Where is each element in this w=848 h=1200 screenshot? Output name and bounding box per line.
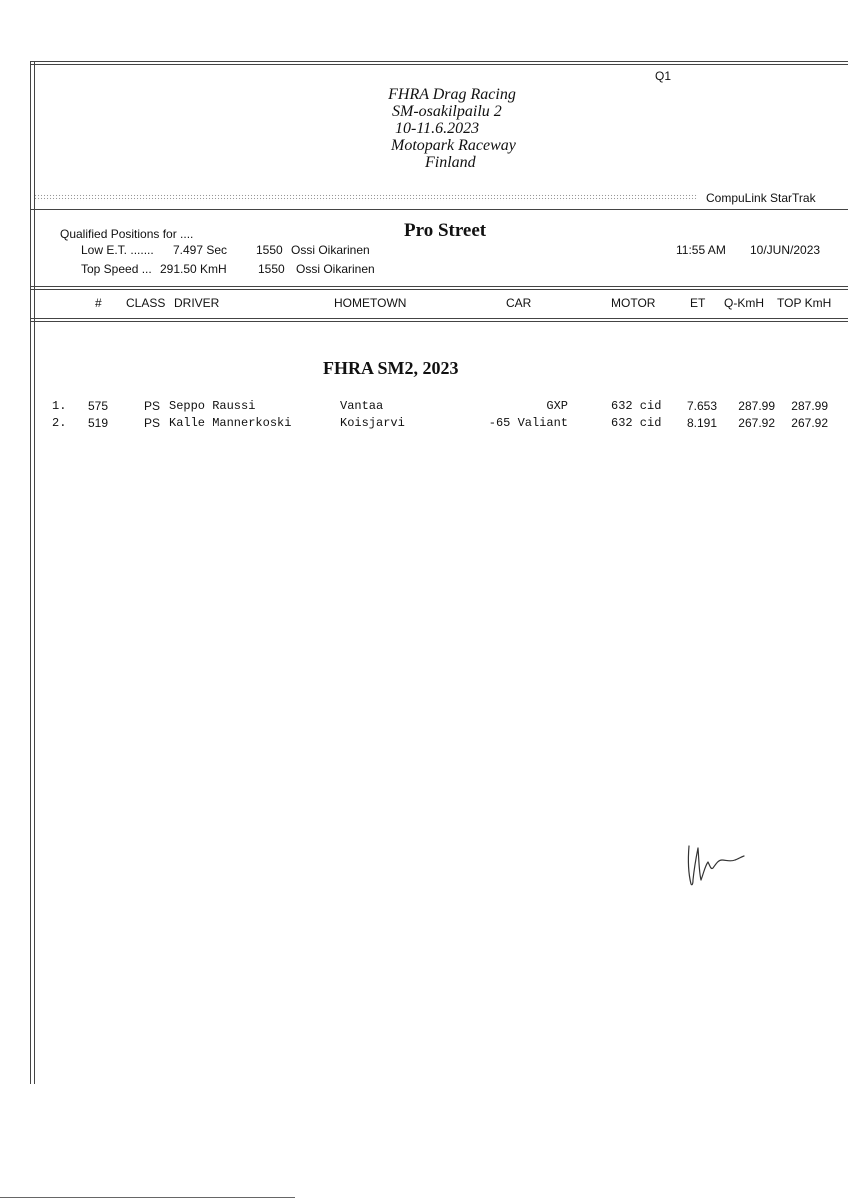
row-class: PS [144,416,161,430]
row-qkmh: 267.92 [738,416,775,430]
col-class: CLASS [126,296,166,310]
col-driver: DRIVER [174,296,220,310]
row-class: PS [144,399,161,413]
columns-top-divider [30,286,848,290]
frame-left-border [30,62,31,1084]
col-num: # [95,296,102,310]
event-country: Finland [425,154,476,171]
low-et-value: 7.497 Sec [173,243,228,257]
row-driver: Kalle Mannerkoski [169,416,292,430]
col-car: CAR [506,296,532,310]
event-title: FHRA Drag Racing [388,86,516,103]
low-et-label: Low E.T. ....... [81,243,154,257]
header-divider [30,209,848,210]
row-car: -65 Valiant [488,416,568,430]
event-venue: Motopark Raceway [391,137,516,154]
row-position: 1. [52,399,67,413]
row-driver: Seppo Raussi [169,399,256,413]
report-time: 11:55 AM [676,243,726,257]
row-motor: 632 cid [611,416,662,430]
row-number: 575 [88,399,109,413]
frame-left-border-inner [34,62,35,1084]
row-et: 8.191 [686,416,717,430]
low-et-driver: Ossi Oikarinen [291,243,370,257]
top-speed-number: 1550 [258,262,285,276]
bottom-edge-line [0,1197,295,1198]
row-top-kmh: 287.99 [791,399,828,413]
report-date: 10/JUN/2023 [750,243,821,257]
col-hometown: HOMETOWN [334,296,407,310]
signature [680,840,750,890]
row-qkmh: 287.99 [738,399,775,413]
row-car: GXP [546,399,568,413]
top-border [30,61,848,65]
row-hometown: Vantaa [340,399,384,413]
qualified-for-label: Qualified Positions for .... [60,227,194,241]
section-title: FHRA SM2, 2023 [323,358,459,378]
row-top-kmh: 267.92 [791,416,828,430]
class-title: Pro Street [404,220,487,241]
row-et: 7.653 [686,399,717,413]
col-top-kmh: TOP KmH [777,296,832,310]
row-number: 519 [88,416,109,430]
low-et-number: 1550 [256,243,283,257]
dotted-band [34,194,698,201]
col-motor: MOTOR [611,296,656,310]
row-position: 2. [52,416,67,430]
top-speed-value: 291.50 KmH [160,262,227,276]
top-speed-label: Top Speed ... [81,262,152,276]
col-qkmh: Q-KmH [724,296,764,310]
event-subtitle: SM-osakilpailu 2 [392,103,502,120]
top-speed-driver: Ossi Oikarinen [296,262,375,276]
event-dates: 10-11.6.2023 [395,120,480,137]
columns-bottom-divider [30,318,848,322]
system-label: CompuLink StarTrak [706,191,816,205]
row-motor: 632 cid [611,399,662,413]
col-et: ET [690,296,706,310]
round-label: Q1 [655,69,672,83]
row-hometown: Koisjarvi [340,416,405,430]
